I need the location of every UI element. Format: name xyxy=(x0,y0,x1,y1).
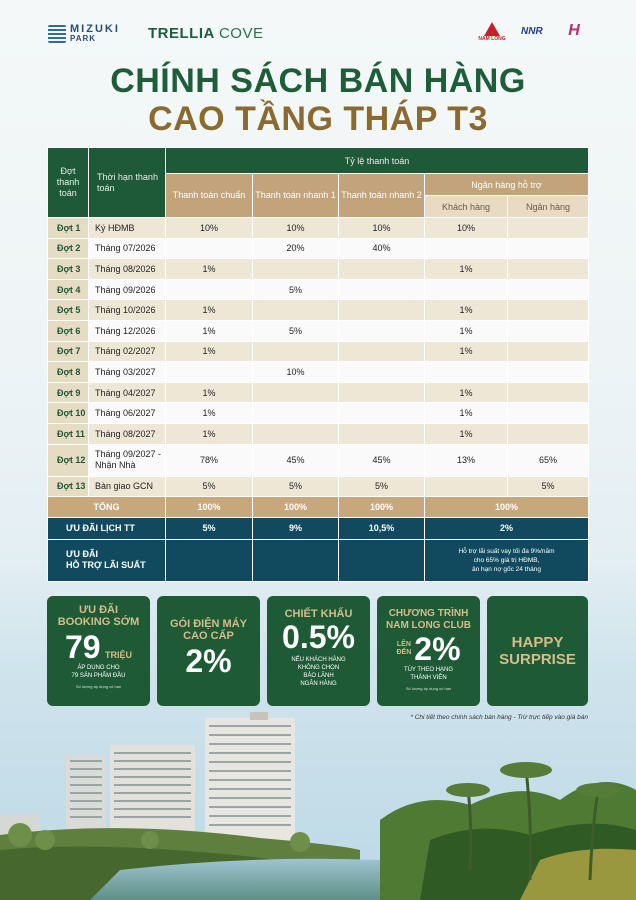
card1-unit: TRIỆU xyxy=(105,650,133,660)
park-text: PARK xyxy=(70,34,97,43)
card4-tiny: Số lượng áp dụng có hạn xyxy=(405,686,452,691)
cell-bank xyxy=(508,238,589,259)
card1-tiny: Số lượng áp dụng có hạn xyxy=(75,684,122,689)
cell-standard: 1% xyxy=(166,300,253,321)
table-row xyxy=(48,403,589,424)
cell-dot: Đợt 1 xyxy=(48,218,89,239)
cell-fast2 xyxy=(339,279,425,300)
card4-sub1: TÙY THEO HẠNG xyxy=(403,667,454,673)
card5-line2: SURPRISE xyxy=(499,651,576,668)
card1-big: 79 xyxy=(64,629,101,665)
cell-fast1 xyxy=(253,382,339,403)
trellia-text: TRELLIA xyxy=(148,25,215,42)
partner-logo xyxy=(561,22,587,40)
footnote: * Chi tiết theo chính sách bán hàng - Trừ trực tiếp vào giá bán xyxy=(410,714,588,721)
cell-dot: Đợt 11 xyxy=(48,423,89,444)
cell-fast2: 10% xyxy=(339,218,425,239)
cell-fast2 xyxy=(339,362,425,383)
cell-fast2 xyxy=(339,382,425,403)
cell-bank xyxy=(508,300,589,321)
tower-left xyxy=(66,755,106,835)
cell-fast1: 10% xyxy=(253,218,339,239)
cell-fast1 xyxy=(253,300,339,321)
cell-bank xyxy=(508,423,589,444)
cell-dot: Đợt 5 xyxy=(48,300,89,321)
cell-fast2: 5% xyxy=(339,476,425,497)
cell-time: Tháng 09/2026 xyxy=(89,279,166,300)
interest-row xyxy=(48,539,589,581)
card3-line1: CHIẾT KHẤU xyxy=(284,608,353,620)
cell-customer: 1% xyxy=(425,300,508,321)
cell-fast1: 5% xyxy=(253,279,339,300)
cell-fast1 xyxy=(253,341,339,362)
mizuki-text: MIZUKI xyxy=(70,23,120,35)
interest-label-line1: ƯU ĐÃI xyxy=(66,549,98,560)
cell-time: Tháng 04/2027 xyxy=(89,382,166,403)
cell-fast1: 5% xyxy=(253,320,339,341)
interest-standard xyxy=(166,539,253,581)
col-header-standard: Thanh toán chuẩn xyxy=(166,174,253,218)
page-title-line2: CAO TẦNG THÁP T3 xyxy=(148,100,488,138)
cell-standard xyxy=(166,279,253,300)
interest-fast2 xyxy=(339,539,425,581)
payment-schedule-table xyxy=(47,147,589,582)
table-row xyxy=(48,476,589,497)
table-row xyxy=(48,300,589,321)
card4-big: 2% xyxy=(414,631,461,667)
card3-sub3: BẢO LÃNH xyxy=(303,673,334,679)
cell-dot: Đợt 3 xyxy=(48,259,89,280)
partner-icon: H xyxy=(568,22,580,39)
cell-standard: 1% xyxy=(166,403,253,424)
discount-row xyxy=(48,517,589,539)
cell-standard: 1% xyxy=(166,382,253,403)
cell-bank xyxy=(508,320,589,341)
table-body xyxy=(48,148,589,582)
cell-customer: 1% xyxy=(425,382,508,403)
cell-customer xyxy=(425,476,508,497)
nam-long-logo xyxy=(472,22,512,42)
table-row xyxy=(48,279,589,300)
cell-fast2: 45% xyxy=(339,444,425,476)
total-standard: 100% xyxy=(166,497,253,518)
discount-label: ƯU ĐÃI LỊCH TT xyxy=(48,517,166,539)
cell-bank: 65% xyxy=(508,444,589,476)
card-namlong-club xyxy=(377,596,480,706)
cell-fast2 xyxy=(339,423,425,444)
col-header-bank: Ngân hàng xyxy=(508,196,589,218)
table-row xyxy=(48,218,589,239)
cell-time: Tháng 07/2026 xyxy=(89,238,166,259)
cell-fast2 xyxy=(339,259,425,280)
cell-customer: 1% xyxy=(425,259,508,280)
header-row-1 xyxy=(48,148,589,174)
discount-bank: 2% xyxy=(425,517,589,539)
total-fast2: 100% xyxy=(339,497,425,518)
cell-fast1 xyxy=(253,403,339,424)
cell-dot: Đợt 9 xyxy=(48,382,89,403)
cell-bank xyxy=(508,382,589,403)
cell-customer xyxy=(425,279,508,300)
table-row xyxy=(48,341,589,362)
cell-bank xyxy=(508,341,589,362)
card2-big: 2% xyxy=(185,643,232,679)
cell-dot: Đợt 13 xyxy=(48,476,89,497)
cell-standard xyxy=(166,238,253,259)
cell-bank xyxy=(508,403,589,424)
cell-dot: Đợt 2 xyxy=(48,238,89,259)
cell-time: Tháng 06/2027 xyxy=(89,403,166,424)
total-fast1: 100% xyxy=(253,497,339,518)
table-row xyxy=(48,382,589,403)
promotion-cards xyxy=(47,596,588,706)
table-row xyxy=(48,259,589,280)
nam-long-text: NAM LONG xyxy=(478,36,506,42)
cell-standard: 78% xyxy=(166,444,253,476)
interest-note-line3: ân hạn nợ gốc 24 tháng xyxy=(472,565,541,573)
card3-big: 0.5% xyxy=(282,619,355,655)
cell-customer: 10% xyxy=(425,218,508,239)
col-header-customer: Khách hàng xyxy=(425,196,508,218)
card4-line2: NAM LONG CLUB xyxy=(386,620,471,631)
col-header-time: Thời hạn thanh toán xyxy=(89,148,166,218)
card5-line1: HAPPY xyxy=(511,634,564,651)
card-early-booking xyxy=(47,596,150,706)
cell-customer: 1% xyxy=(425,423,508,444)
interest-note-line1: Hỗ trợ lãi suất vay tối đa 9%/năm xyxy=(458,547,555,555)
cell-standard: 1% xyxy=(166,320,253,341)
col-group-bank: Ngân hàng hỗ trợ xyxy=(425,174,589,196)
card-happy-surprise xyxy=(487,596,588,706)
interest-fast1 xyxy=(253,539,339,581)
nam-long-icon xyxy=(484,22,500,36)
cell-dot: Đợt 12 xyxy=(48,444,89,476)
cell-fast1: 45% xyxy=(253,444,339,476)
cell-fast2 xyxy=(339,320,425,341)
cell-fast1: 5% xyxy=(253,476,339,497)
mizuki-park-logo xyxy=(48,25,120,43)
card1-line1: ƯU ĐÃI xyxy=(78,604,119,616)
cell-bank xyxy=(508,259,589,280)
cell-dot: Đợt 4 xyxy=(48,279,89,300)
cell-standard: 1% xyxy=(166,259,253,280)
cell-dot: Đợt 10 xyxy=(48,403,89,424)
cell-bank: 5% xyxy=(508,476,589,497)
card3-sub2: KHÔNG CHỌN xyxy=(297,665,340,671)
col-header-dot: Đợt thanh toán xyxy=(48,148,89,218)
cell-fast1: 20% xyxy=(253,238,339,259)
cell-customer: 13% xyxy=(425,444,508,476)
total-bank: 100% xyxy=(425,497,589,518)
table-row xyxy=(48,444,589,476)
interest-note-line2: cho 65% giá trị HĐMB, xyxy=(473,556,540,564)
col-header-fast2: Thanh toán nhanh 2 xyxy=(339,174,425,218)
cell-dot: Đợt 8 xyxy=(48,362,89,383)
card-discount xyxy=(267,596,370,706)
cell-dot: Đợt 7 xyxy=(48,341,89,362)
cell-fast1 xyxy=(253,423,339,444)
card4-prefix xyxy=(396,641,411,657)
table-row xyxy=(48,362,589,383)
cell-fast2 xyxy=(339,300,425,321)
cell-fast2 xyxy=(339,341,425,362)
cell-customer xyxy=(425,238,508,259)
table-row xyxy=(48,238,589,259)
card4-sub2: THÀNH VIÊN xyxy=(410,675,447,681)
cell-customer: 1% xyxy=(425,403,508,424)
card1-value xyxy=(47,630,150,664)
cell-customer: 1% xyxy=(425,341,508,362)
interest-label-line2: HỖ TRỢ LÃI SUẤT xyxy=(66,560,146,571)
cell-standard xyxy=(166,362,253,383)
cell-time: Tháng 09/2027 - Nhận Nhà xyxy=(89,444,166,476)
col-group-rate: Tỷ lệ thanh toán xyxy=(166,148,589,174)
card2-line2: CAO CẤP xyxy=(183,630,234,642)
cell-bank xyxy=(508,218,589,239)
cell-fast2 xyxy=(339,403,425,424)
card4-pre1: LÊN xyxy=(396,641,411,648)
discount-fast1: 9% xyxy=(253,517,339,539)
cell-time: Tháng 08/2026 xyxy=(89,259,166,280)
cell-time: Bàn giao GCN xyxy=(89,476,166,497)
table-row xyxy=(48,320,589,341)
cell-time: Tháng 08/2027 xyxy=(89,423,166,444)
cell-customer: 1% xyxy=(425,320,508,341)
cell-standard: 1% xyxy=(166,341,253,362)
header xyxy=(0,0,636,55)
cell-bank xyxy=(508,279,589,300)
cell-time: Tháng 12/2026 xyxy=(89,320,166,341)
card1-line2: BOOKING SỚM xyxy=(57,616,140,628)
card3-sub1: NẾU KHÁCH HÀNG xyxy=(291,657,346,663)
tower-middle xyxy=(110,745,195,835)
card4-line1: CHƯƠNG TRÌNH xyxy=(388,608,469,619)
trellia-cove-logo xyxy=(148,25,263,42)
cell-standard: 10% xyxy=(166,218,253,239)
cell-fast2: 40% xyxy=(339,238,425,259)
interest-note xyxy=(425,539,589,581)
tower-right xyxy=(205,712,295,843)
cell-time: Tháng 02/2027 xyxy=(89,341,166,362)
card1-sub2: 79 SẢN PHẨM ĐẦU xyxy=(71,673,126,679)
card2-line1: GÓI ĐIỆN MÁY xyxy=(169,618,247,630)
card4-value xyxy=(377,632,480,666)
cell-standard: 1% xyxy=(166,423,253,444)
cell-customer xyxy=(425,362,508,383)
nnr-logo: NNR xyxy=(521,26,543,37)
cell-time: Tháng 03/2027 xyxy=(89,362,166,383)
cell-fast1 xyxy=(253,259,339,280)
col-header-fast1: Thanh toán nhanh 1 xyxy=(253,174,339,218)
card3-sub4: NGÂN HÀNG xyxy=(300,681,337,687)
cell-time: Tháng 10/2026 xyxy=(89,300,166,321)
cell-fast1: 10% xyxy=(253,362,339,383)
card1-sub1: ÁP DỤNG CHO xyxy=(77,665,120,671)
cove-text: COVE xyxy=(218,25,264,42)
mizuki-icon xyxy=(48,25,66,43)
table-row xyxy=(48,423,589,444)
card-appliance xyxy=(157,596,260,706)
card4-pre2: ĐẾN xyxy=(396,649,412,656)
total-row xyxy=(48,497,589,518)
interest-label xyxy=(48,539,166,581)
page-title-line1: CHÍNH SÁCH BÁN HÀNG xyxy=(110,62,526,100)
cell-time: Ký HĐMB xyxy=(89,218,166,239)
cell-dot: Đợt 6 xyxy=(48,320,89,341)
total-label: TỔNG xyxy=(48,497,166,518)
discount-standard: 5% xyxy=(166,517,253,539)
cell-bank xyxy=(508,362,589,383)
cell-standard: 5% xyxy=(166,476,253,497)
discount-fast2: 10,5% xyxy=(339,517,425,539)
